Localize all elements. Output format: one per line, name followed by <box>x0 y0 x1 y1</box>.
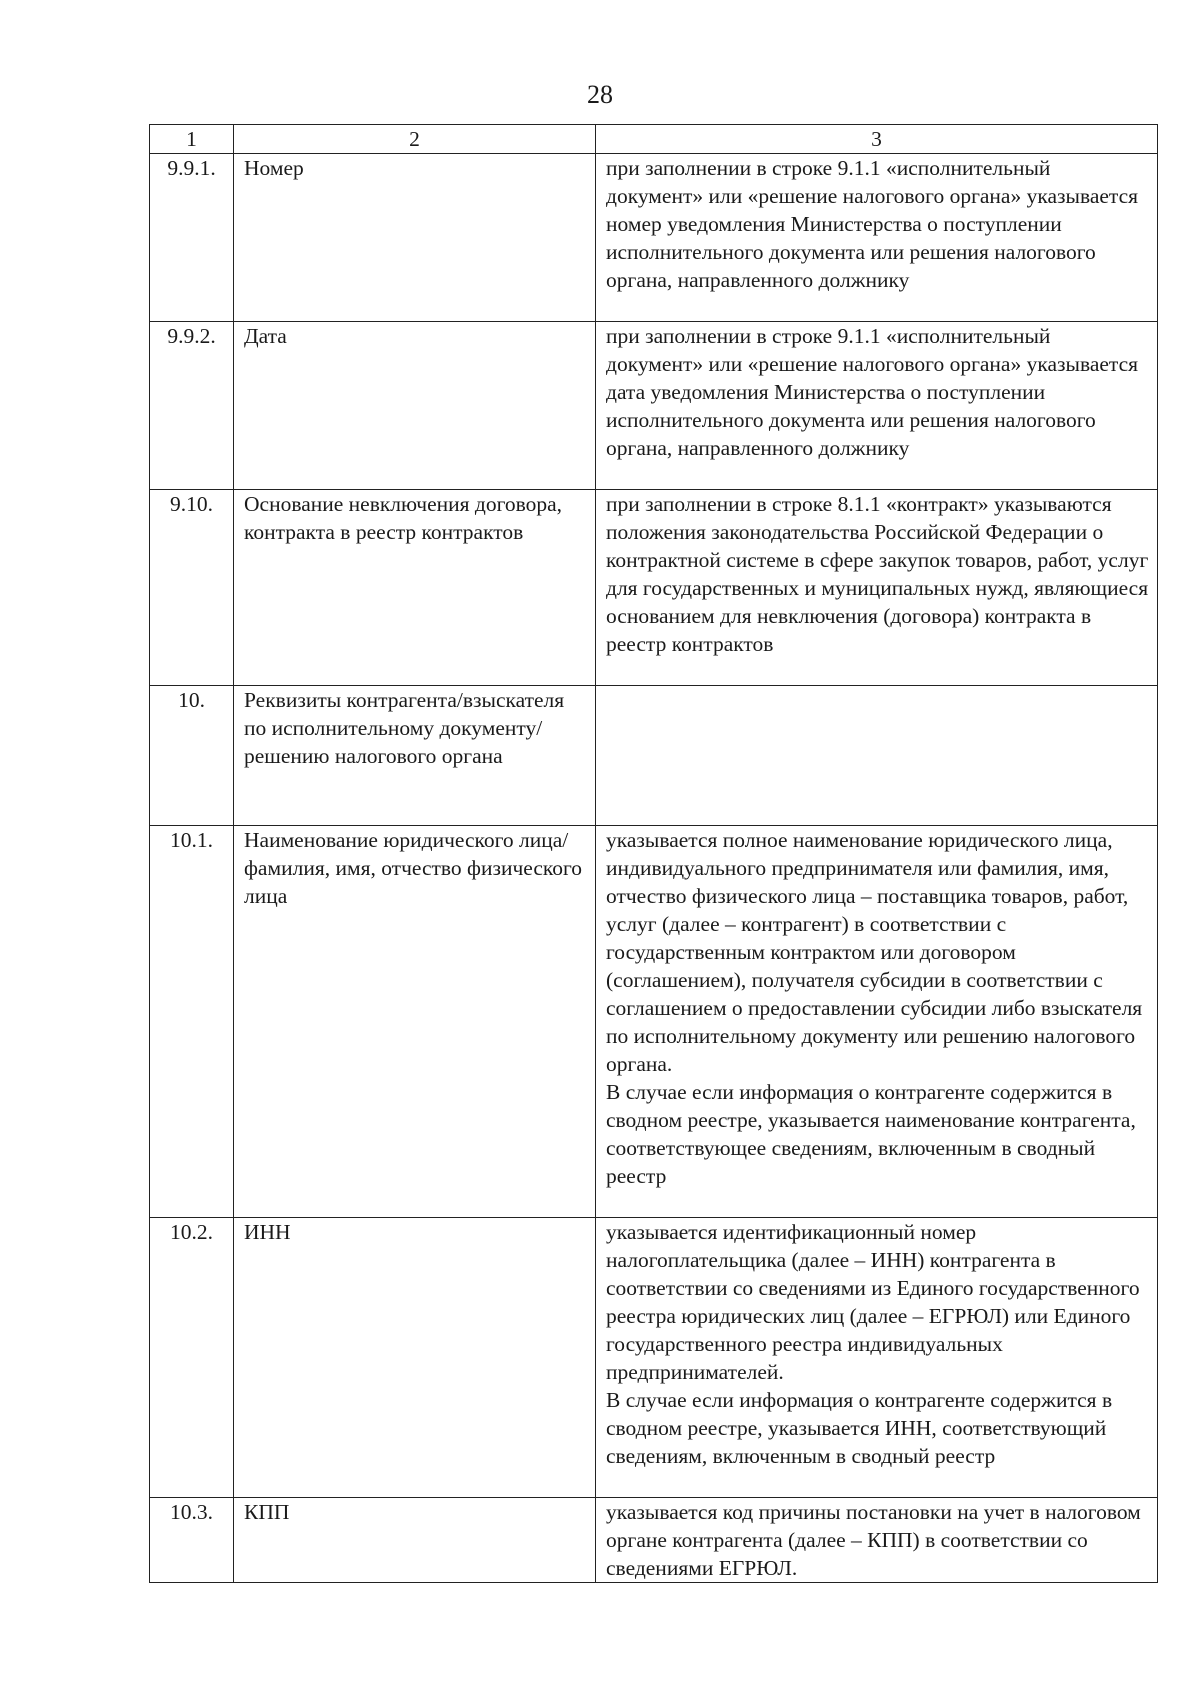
row-number: 10.2. <box>150 1218 234 1498</box>
description-paragraph: при заполнении в строке 9.1.1 «исполнительный документ» или «решение налогового органа» указывается номер уведомления Министерства о поступлении исполнительного документа или решения налогового органа, направленного должнику <box>606 156 1138 292</box>
header-col-2: 2 <box>234 125 596 154</box>
description-paragraph: В случае если информация о контрагенте содержится в сводном реестре, указывается наименование контрагента, соответствующее сведениям, включенным в сводный реестр <box>606 1080 1136 1188</box>
header-col-1: 1 <box>150 125 234 154</box>
description-paragraph: В случае если информация о контрагенте содержится в сводном реестре, указывается ИНН, соответствующий сведениям, включенным в сводный реестр <box>606 1388 1113 1468</box>
table-header-row <box>150 125 1158 154</box>
row-description <box>596 490 1158 686</box>
description-paragraph: при заполнении в строке 9.1.1 «исполнительный документ» или «решение налогового органа» указывается дата уведомления Министерства о поступлении исполнительного документа или решения налогового органа, направленного должнику <box>606 324 1138 460</box>
description-paragraph: при заполнении в строке 8.1.1 «контракт» указываются положения законодательства Российской Федерации о контрактной системе в сфере закупок товаров, работ, услуг для государственных и муниципальных нужд, являющиеся основанием для невключения (договора) контракта в реестр контрактов <box>606 492 1149 656</box>
requisites-table <box>149 124 1158 1583</box>
row-number: 10. <box>150 686 234 826</box>
row-number: 10.1. <box>150 826 234 1218</box>
description-paragraph: указывается полное наименование юридического лица, индивидуального предпринимателя или фамилия, имя, отчество физического лица – поставщика товаров, работ, услуг (далее – контрагент) в соответствии с государственным контрактом или договором (соглашением), получателя субсидии в соответствии с соглашением о предоставлении субсидии либо взыскателя по исполнительному документу или решению налогового органа. <box>606 828 1143 1076</box>
table-row <box>150 1218 1158 1498</box>
table-row <box>150 686 1158 826</box>
row-number: 9.10. <box>150 490 234 686</box>
row-number: 9.9.1. <box>150 154 234 322</box>
table-row <box>150 154 1158 322</box>
table-row <box>150 1498 1158 1583</box>
row-field-name: КПП <box>234 1498 596 1583</box>
table-row <box>150 826 1158 1218</box>
table-row <box>150 322 1158 490</box>
header-col-3: 3 <box>596 125 1158 154</box>
row-description <box>596 686 1158 826</box>
row-description <box>596 1498 1158 1583</box>
row-field-name: Основание невключения договора, контракта в реестр контрактов <box>234 490 596 686</box>
page-number: 28 <box>587 80 613 109</box>
row-description <box>596 154 1158 322</box>
description-paragraph: указывается код причины постановки на учет в налоговом органе контрагента (далее – КПП) в соответствии со сведениями ЕГРЮЛ. <box>606 1500 1141 1580</box>
row-description <box>596 1218 1158 1498</box>
row-field-name: ИНН <box>234 1218 596 1498</box>
row-field-name: Реквизиты контрагента/взыскателя по исполнительному документу/решению налогового органа <box>234 686 596 826</box>
table-row <box>150 490 1158 686</box>
row-description <box>596 826 1158 1218</box>
row-field-name: Номер <box>234 154 596 322</box>
row-field-name: Дата <box>234 322 596 490</box>
row-number: 10.3. <box>150 1498 234 1583</box>
row-description <box>596 322 1158 490</box>
row-number: 9.9.2. <box>150 322 234 490</box>
description-paragraph: указывается идентификационный номер налогоплательщика (далее – ИНН) контрагента в соответствии со сведениями из Единого государственного реестра юридических лиц (далее – ЕГРЮЛ) или Единого государственного реестра индивидуальных предпринимателей. <box>606 1220 1140 1384</box>
row-field-name: Наименование юридического лица/фамилия, имя, отчество физического лица <box>234 826 596 1218</box>
